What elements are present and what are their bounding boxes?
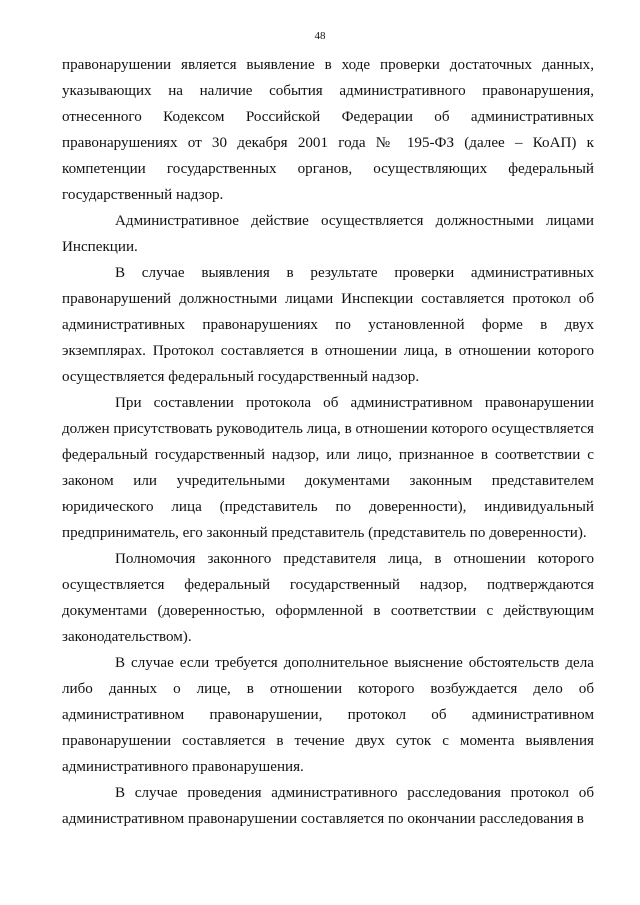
paragraph: При составлении протокола об административном правонарушении должен присутствовать руководитель лица, в отношении которого осуществляется федеральный государственный надзор, или лицо, признанное в соответствии с законом или учредительными документами законным представителем юридического лица (представитель по доверенности), индивидуальный предприниматель, его законный представитель (представитель по доверенности). — [62, 395, 594, 541]
paragraph: Административное действие осуществляется должностными лицами Инспекции. — [62, 213, 594, 255]
paragraph: правонарушении является выявление в ходе проверки достаточных данных, указывающих на наличие события административного правонарушения, отнесенного Кодексом Российской Федерации об административных правонарушениях от 30 декабря 2001 года № 195-ФЗ (далее – КоАП) к компетенции государственных органов, осуществляющих федеральный государственный надзор. — [62, 57, 594, 203]
paragraph: В случае проведения административного расследования протокол об административном правонарушении составляется по окончании расследования в — [62, 785, 594, 827]
paragraph: В случае выявления в результате проверки административных правонарушений должностными лицами Инспекции составляется протокол об административных правонарушениях по установленной форме в двух экземплярах. Протокол составляется в отношении лица, в отношении которого осуществляется федеральный государственный надзор. — [62, 265, 594, 385]
paragraph: Полномочия законного представителя лица, в отношении которого осуществляется федеральный государственный надзор, подтверждаются документами (доверенностью, оформленной в соответствии с действующим законодательством). — [62, 551, 594, 645]
paragraph: В случае если требуется дополнительное выяснение обстоятельств дела либо данных о лице, в отношении которого возбуждается дело об административном правонарушении, протокол об административном правонарушении составляется в течение двух суток с момента выявления административного правонарушения. — [62, 655, 594, 775]
page-number: 48 — [314, 30, 326, 42]
document-body — [62, 52, 594, 832]
